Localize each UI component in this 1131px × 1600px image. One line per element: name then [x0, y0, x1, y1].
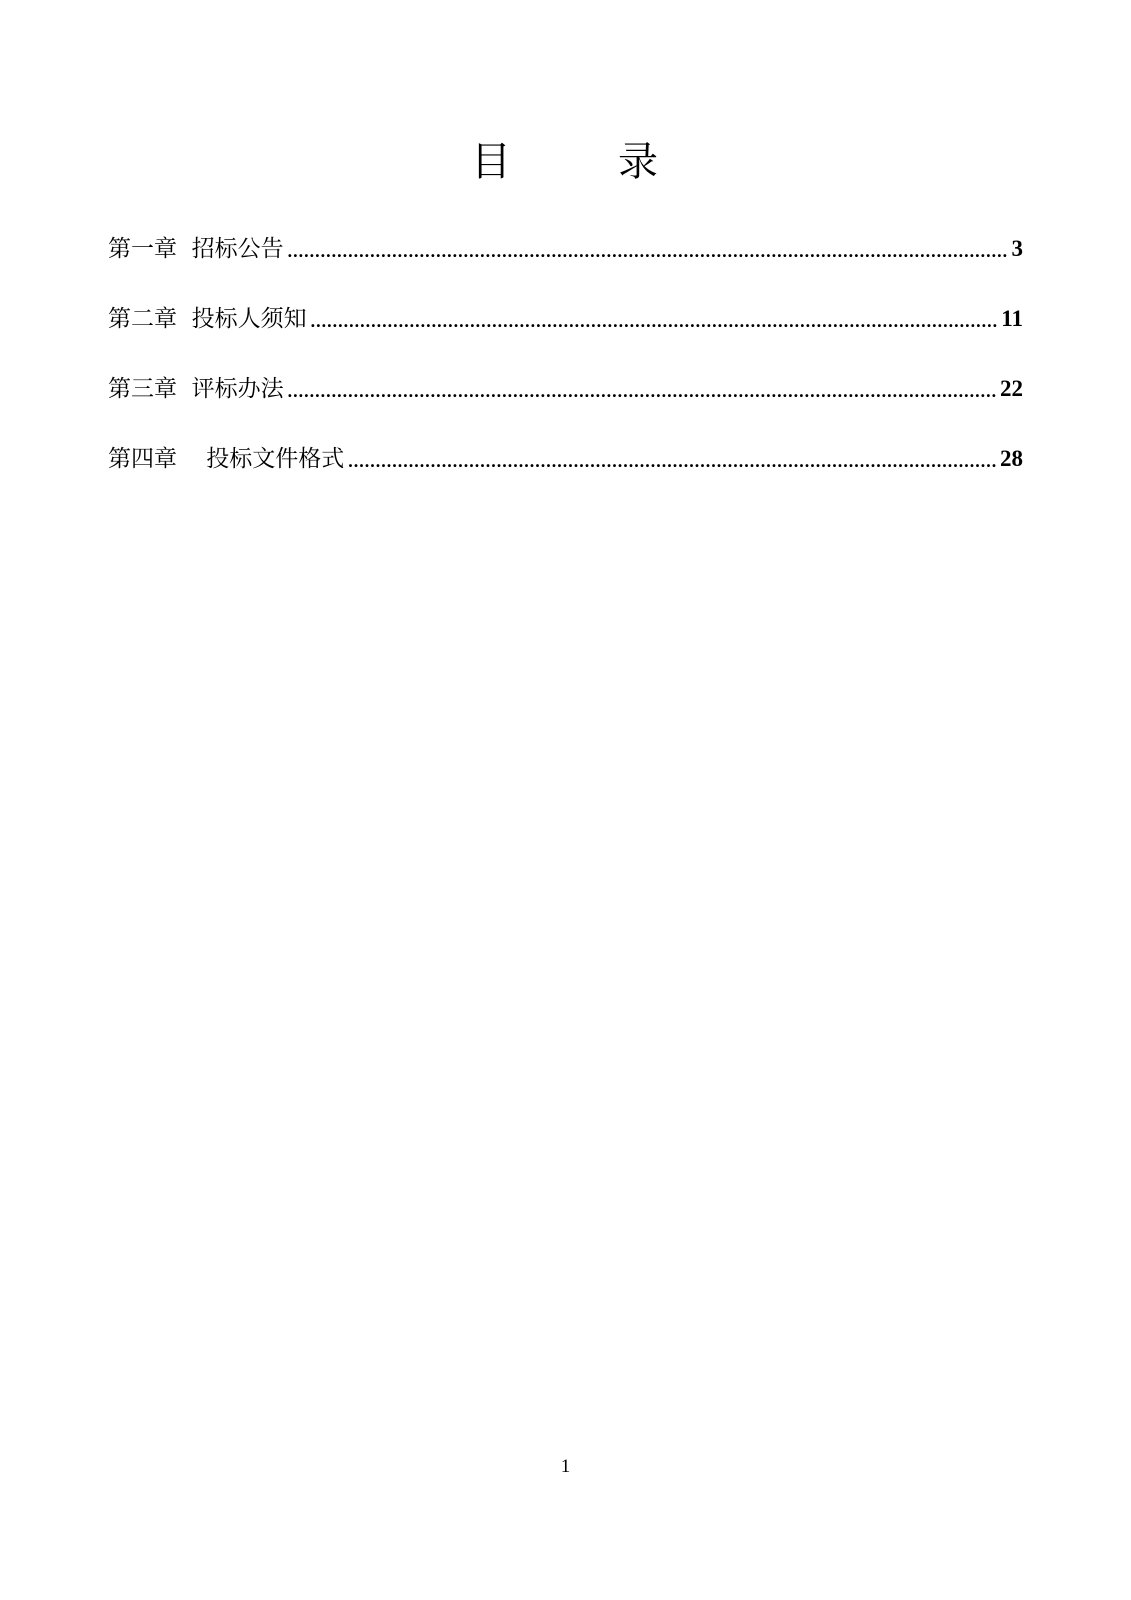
- page-title-char-2: 录: [618, 139, 660, 185]
- toc-page-number: 11: [1001, 306, 1023, 331]
- page-title-char-1: 目: [471, 139, 513, 185]
- toc-chapter-label: 第四章 投标文件格式: [108, 446, 345, 472]
- page-title: [0, 138, 1131, 186]
- toc-page-number: 22: [1000, 376, 1023, 401]
- toc-chapter-label: 第一章 招标公告: [108, 236, 284, 262]
- toc-leader-dots: [288, 234, 1009, 268]
- page-number: 1: [560, 1456, 571, 1477]
- toc-leader-dots: [311, 304, 999, 338]
- toc-leader-dots: [348, 444, 997, 478]
- toc-chapter-label: 第三章 评标办法: [108, 376, 284, 402]
- toc-entry-chapter-4[interactable]: [108, 424, 1023, 494]
- toc-page-number: 3: [1011, 236, 1023, 261]
- toc-chapter-label: 第二章 投标人须知: [108, 306, 307, 332]
- toc-page-number: 28: [1000, 446, 1023, 471]
- toc-entry-chapter-1[interactable]: [108, 214, 1023, 284]
- toc-entry-chapter-3[interactable]: [108, 354, 1023, 424]
- table-of-contents: [108, 214, 1023, 494]
- toc-leader-dots: [288, 374, 997, 408]
- toc-entry-chapter-2[interactable]: [108, 284, 1023, 354]
